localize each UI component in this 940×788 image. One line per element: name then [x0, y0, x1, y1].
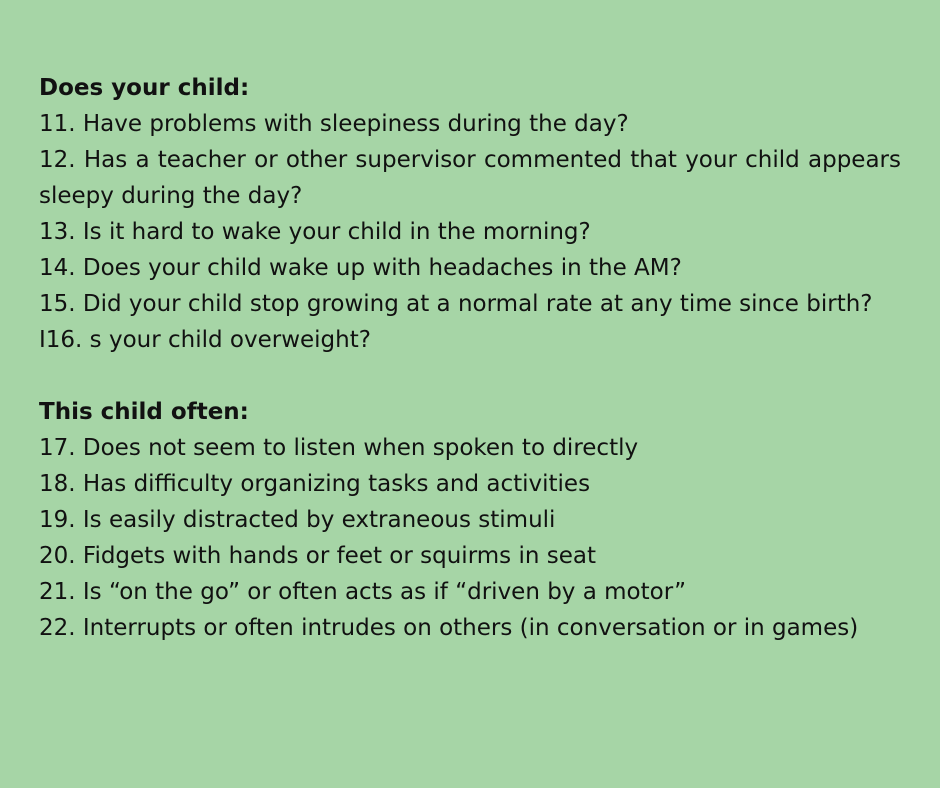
question-22: 22. Interrupts or often intrudes on others (in conversation or in games)	[39, 615, 859, 641]
question-16: I16. s your child overweight?	[39, 327, 371, 353]
question-17: 17. Does not seem to listen when spoken to directly	[39, 435, 639, 461]
question-12: 12. Has a teacher or other supervisor commented that your child appears sleepy during the day?	[39, 147, 901, 209]
questionnaire	[39, 70, 901, 646]
question-13: 13. Is it hard to wake your child in the morning?	[39, 219, 591, 245]
question-21: 21. Is “on the go” or often acts as if “driven by a motor”	[39, 579, 687, 605]
question-11: 11. Have problems with sleepiness during the day?	[39, 111, 629, 137]
question-20: 20. Fidgets with hands or feet or squirms in seat	[39, 543, 596, 569]
question-14: 14. Does your child wake up with headaches in the AM?	[39, 255, 682, 281]
section-this-child-often	[39, 394, 901, 646]
question-18: 18. Has difficulty organizing tasks and activities	[39, 471, 591, 497]
section-heading: Does your child:	[39, 75, 250, 101]
section-heading: This child often:	[39, 399, 249, 425]
question-15: 15. Did your child stop growing at a normal rate at any time since birth?	[39, 291, 873, 317]
section-does-your-child	[39, 70, 901, 358]
section-gap	[39, 358, 901, 394]
question-19: 19. Is easily distracted by extraneous stimuli	[39, 507, 556, 533]
